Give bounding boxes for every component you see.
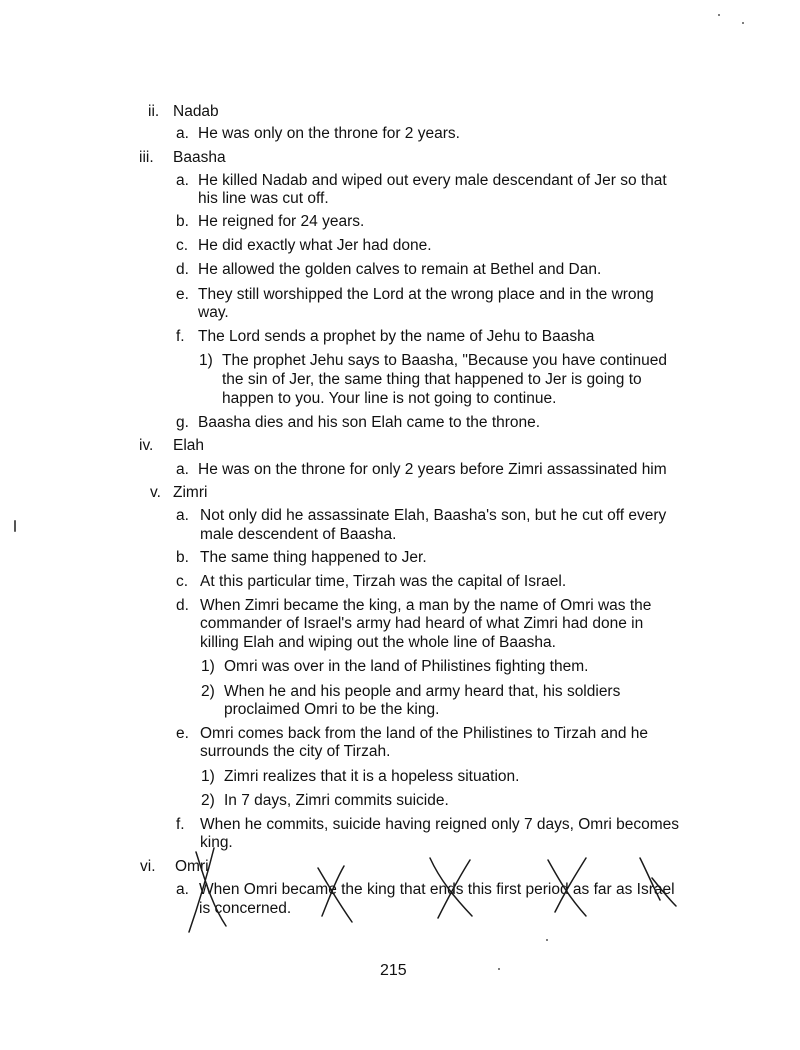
marker: f. (176, 328, 185, 345)
list-item-cont: male descendent of Baasha. (200, 526, 397, 543)
sub-marker: 2) (201, 683, 215, 700)
numeral-vi: vi. (140, 858, 156, 875)
list-item: The same thing happened to Jer. (200, 549, 427, 566)
marker: c. (176, 573, 189, 590)
marker: c. (176, 237, 189, 254)
sub-item: In 7 days, Zimri commits suicide. (224, 792, 449, 809)
list-item: At this particular time, Tirzah was the capital of Israel. (200, 573, 567, 590)
sub-marker: 1) (199, 352, 213, 369)
sub-item-cont: proclaimed Omri to be the king. (224, 701, 440, 718)
sub-marker: 1) (201, 768, 215, 785)
list-item: The Lord sends a prophet by the name of Jehu to Baasha (198, 328, 595, 345)
numeral-v: v. (150, 484, 161, 501)
list-item-cont: surrounds the city of Tirzah. (200, 743, 391, 760)
list-item: When Zimri became the king, a man by the name of Omri was the (200, 597, 652, 614)
heading-omri: Omri (175, 858, 209, 875)
numeral-iv: iv. (139, 437, 154, 454)
scan-speck (498, 968, 500, 970)
marker: d. (176, 261, 189, 278)
list-item: When he commits, suicide having reigned only 7 days, Omri becomes (200, 816, 679, 833)
marker: b. (176, 549, 189, 566)
marker: g. (176, 414, 189, 431)
scan-speck (742, 22, 744, 24)
sub-item-cont: happen to you. Your line is not going to continue. (222, 390, 557, 407)
list-item: Not only did he assassinate Elah, Baasha's son, but he cut off every (200, 507, 667, 524)
list-item-cont: king. (200, 834, 233, 851)
numeral-iii: iii. (139, 149, 154, 166)
marker: a. (176, 461, 189, 478)
heading-zimri: Zimri (173, 484, 208, 501)
list-item: He did exactly what Jer had done. (198, 237, 432, 254)
list-item-cont: way. (198, 304, 229, 321)
scan-speck (546, 939, 548, 941)
scan-speck (718, 14, 720, 16)
list-item: He killed Nadab and wiped out every male descendant of Jer so that (198, 172, 667, 189)
list-item-cont: killing Elah and wiping out the whole line of Baasha. (200, 634, 556, 651)
scan-speck (14, 520, 16, 532)
sub-item: Zimri realizes that it is a hopeless situation. (224, 768, 520, 785)
list-item-cont: his line was cut off. (198, 190, 329, 207)
list-item: He reigned for 24 years. (198, 213, 365, 230)
heading-nadab: Nadab (173, 103, 219, 120)
marker: b. (176, 213, 189, 230)
marker: a. (176, 881, 189, 898)
list-item: When Omri became the king that ends this first period as far as Israel (199, 881, 675, 898)
sub-item: The prophet Jehu says to Baasha, "Because you have continued (222, 352, 667, 369)
marker: e. (176, 725, 189, 742)
heading-elah: Elah (173, 437, 205, 454)
sub-marker: 1) (201, 658, 215, 675)
list-item-cont: is concerned. (199, 900, 292, 917)
marker: e. (176, 286, 189, 303)
sub-item: When he and his people and army heard that, his soldiers (224, 683, 621, 700)
list-item: They still worshipped the Lord at the wrong place and in the wrong (198, 286, 654, 303)
marker: a. (176, 507, 189, 524)
sub-item: Omri was over in the land of Philistines fighting them. (224, 658, 589, 675)
heading-baasha: Baasha (173, 149, 226, 166)
list-item: He allowed the golden calves to remain at Bethel and Dan. (198, 261, 602, 278)
list-item: He was only on the throne for 2 years. (198, 125, 460, 142)
marker: d. (176, 597, 189, 614)
page-number: 215 (380, 962, 407, 979)
numeral-ii: ii. (148, 103, 160, 120)
sub-marker: 2) (201, 792, 215, 809)
sub-item-cont: the sin of Jer, the same thing that happened to Jer is going to (222, 371, 642, 388)
list-item: He was on the throne for only 2 years before Zimri assassinated him (198, 461, 667, 478)
list-item-cont: commander of Israel's army had heard of what Zimri had done in (200, 615, 644, 632)
list-item: Omri comes back from the land of the Philistines to Tirzah and he (200, 725, 648, 742)
marker: a. (176, 125, 189, 142)
list-item: Baasha dies and his son Elah came to the throne. (198, 414, 541, 431)
marker: a. (176, 172, 189, 189)
marker: f. (176, 816, 185, 833)
